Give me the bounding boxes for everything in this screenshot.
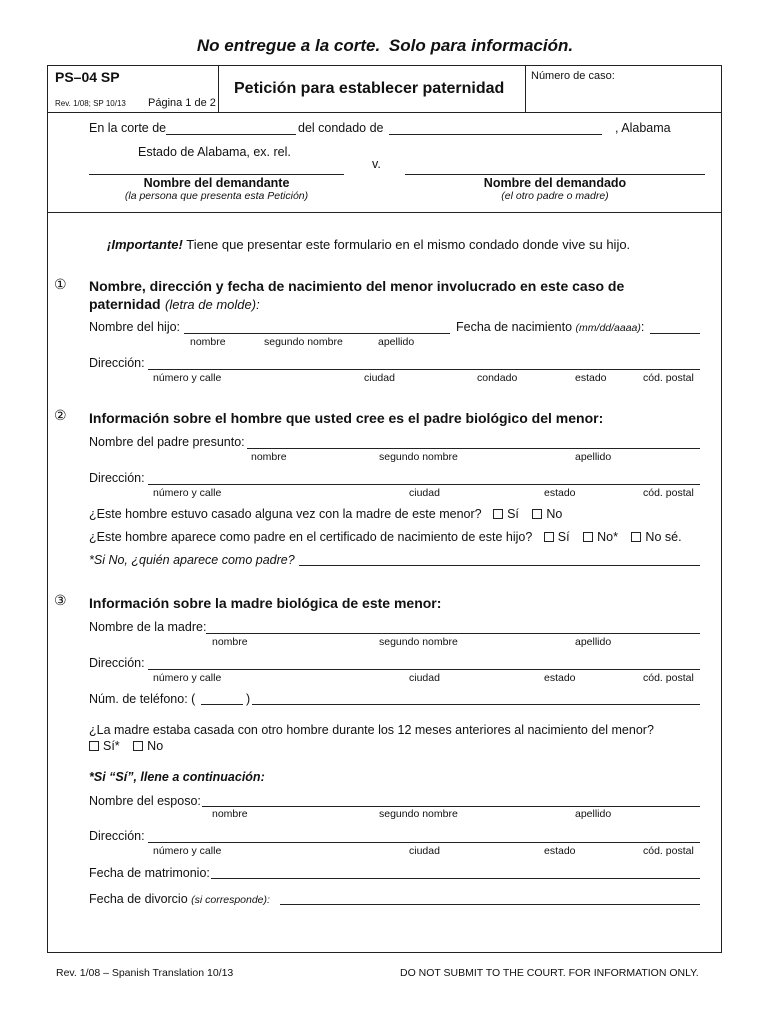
- dob-label: [456, 320, 644, 334]
- header-divider-2: [525, 65, 526, 112]
- child-addr-cap-city: ciudad: [364, 372, 395, 384]
- husband-cap-middle: segundo nombre: [379, 808, 458, 820]
- married-yes-option[interactable]: [89, 739, 120, 753]
- father-addr-cap-zip: cód. postal: [643, 487, 694, 499]
- father-name-field[interactable]: [247, 448, 700, 449]
- husband-addr-cap-street: número y calle: [153, 845, 222, 857]
- child-name-label: Nombre del hijo:: [89, 320, 181, 334]
- divorce-note: (si corresponde):: [191, 894, 270, 906]
- top-banner: [0, 36, 770, 56]
- phone-label: Núm. de teléfono: (: [89, 692, 196, 706]
- father-cap-middle: segundo nombre: [379, 451, 458, 463]
- q2-no-label: No*: [597, 530, 618, 544]
- father-addr-cap-state: estado: [544, 487, 576, 499]
- q2-yes-option[interactable]: [544, 530, 570, 544]
- county-label: del condado de: [298, 121, 384, 135]
- married-yes-label: Sí*: [103, 739, 120, 753]
- q1-row: [89, 507, 562, 521]
- header-bottom-line: [47, 112, 722, 113]
- child-addr-cap-state: estado: [575, 372, 607, 384]
- married-no-label: No: [147, 739, 164, 753]
- q3-label: *Si No, ¿quién aparece como padre?: [89, 553, 295, 567]
- phone-number-field[interactable]: [252, 704, 700, 705]
- divorce-date-field[interactable]: [280, 904, 700, 905]
- q1-yes-option[interactable]: [493, 507, 519, 521]
- father-addr-cap-city: ciudad: [409, 487, 440, 499]
- court-label: En la corte de: [89, 121, 167, 135]
- dob-label-text: Fecha de nacimiento: [456, 320, 573, 334]
- phone-close: ): [246, 692, 251, 706]
- dob-format: (mm/dd/aaaa): [575, 322, 641, 334]
- married-options: [89, 739, 163, 753]
- defendant-label: Nombre del demandado: [483, 176, 627, 190]
- mother-cap-first: nombre: [212, 636, 248, 648]
- child-addr-cap-street: número y calle: [153, 372, 222, 384]
- phone-area-field[interactable]: [201, 704, 243, 705]
- if-yes-note: *Si “Sí”, llene a continuación:: [89, 770, 265, 784]
- plaintiff-note: (la persona que presenta esta Petición): [124, 190, 309, 202]
- defendant-field[interactable]: [405, 174, 705, 175]
- plaintiff-field[interactable]: [89, 174, 344, 175]
- dob-field[interactable]: [650, 333, 700, 334]
- important-text: Tiene que presentar este formulario en el mismo condado donde vive su hijo.: [186, 237, 631, 252]
- father-address-label: Dirección:: [89, 471, 145, 485]
- father-cap-last: apellido: [575, 451, 612, 463]
- county-field[interactable]: [389, 134, 602, 135]
- banner-part2: Solo para información.: [388, 36, 574, 55]
- mother-cap-last: apellido: [575, 636, 612, 648]
- q1-no-option[interactable]: [532, 507, 562, 521]
- mother-address-field[interactable]: [148, 669, 700, 670]
- form-code: PS–04 SP: [55, 69, 120, 85]
- father-name-label: Nombre del padre presunto:: [89, 435, 245, 449]
- q1-text: ¿Este hombre estuvo casado alguna vez con la madre de este menor?: [89, 507, 482, 521]
- q2-yes-label: Sí: [557, 530, 570, 544]
- husband-addr-cap-state: estado: [544, 845, 576, 857]
- case-number-label: Número de caso:: [531, 70, 615, 82]
- child-addr-cap-county: condado: [477, 372, 518, 384]
- section1-title-note: (letra de molde):: [165, 297, 260, 312]
- child-name-field[interactable]: [184, 333, 450, 334]
- q2-no-checkbox[interactable]: [583, 532, 593, 542]
- section2-title: Información sobre el hombre que usted cree es el padre biológico del menor:: [89, 410, 604, 426]
- q1-yes-label: Sí: [507, 507, 519, 521]
- q3-field[interactable]: [299, 565, 700, 566]
- married-no-option[interactable]: [133, 739, 163, 753]
- marriage-date-field[interactable]: [211, 878, 700, 879]
- revision-text: Rev. 1/08; SP 10/13: [55, 99, 126, 108]
- father-address-field[interactable]: [148, 484, 700, 485]
- q1-no-checkbox[interactable]: [532, 509, 542, 519]
- mother-addr-cap-zip: cód. postal: [643, 672, 694, 684]
- married-no-checkbox[interactable]: [133, 741, 143, 751]
- husband-cap-first: nombre: [212, 808, 248, 820]
- banner-part1: No entregue a la corte.: [196, 36, 381, 55]
- plaintiff-label: Nombre del demandante: [143, 176, 290, 190]
- important-note: [107, 237, 630, 252]
- defendant-note: (el otro padre o madre): [501, 190, 609, 202]
- mother-addr-cap-state: estado: [544, 672, 576, 684]
- section3-number: ③: [54, 592, 67, 608]
- mother-name-field[interactable]: [206, 633, 700, 634]
- q2-unknown-option[interactable]: [631, 530, 681, 544]
- section3-title: Información sobre la madre biológica de este menor:: [89, 595, 442, 611]
- important-bold: ¡Importante!: [107, 237, 183, 252]
- child-cap-first: nombre: [190, 336, 226, 348]
- mother-name-label: Nombre de la madre:: [89, 620, 207, 634]
- divorce-label-text: Fecha de divorcio: [89, 892, 188, 906]
- father-cap-first: nombre: [251, 451, 287, 463]
- section2-number: ②: [54, 407, 67, 423]
- section1-title-line1: Nombre, dirección y fecha de nacimiento del menor involucrado en este caso de: [89, 278, 625, 294]
- husband-addr-cap-zip: cód. postal: [643, 845, 694, 857]
- q2-unknown-label: No sé.: [645, 530, 682, 544]
- married-yes-checkbox[interactable]: [89, 741, 99, 751]
- child-address-field[interactable]: [148, 369, 700, 370]
- husband-name-field[interactable]: [202, 806, 700, 807]
- section1-title-line2: [89, 296, 260, 314]
- page-number: Página 1 de 2: [148, 97, 216, 109]
- marriage-date-label: Fecha de matrimonio:: [89, 866, 210, 880]
- father-addr-cap-street: número y calle: [153, 487, 222, 499]
- state-label: , Alabama: [615, 121, 671, 135]
- section1-title-word: paternidad: [89, 296, 161, 312]
- section1-number: ①: [54, 276, 67, 292]
- court-field[interactable]: [166, 134, 296, 135]
- husband-addr-cap-city: ciudad: [409, 845, 440, 857]
- q2-no-option[interactable]: [583, 530, 618, 544]
- husband-address-field[interactable]: [148, 842, 700, 843]
- child-cap-last: apellido: [378, 336, 415, 348]
- married-question: ¿La madre estaba casada con otro hombre durante los 12 meses anteriores al nacimiento del menor?: [89, 723, 654, 737]
- header-divider-1: [218, 65, 219, 112]
- mother-cap-middle: segundo nombre: [379, 636, 458, 648]
- child-cap-middle: segundo nombre: [264, 336, 343, 348]
- q2-yes-checkbox[interactable]: [544, 532, 554, 542]
- child-address-label: Dirección:: [89, 356, 145, 370]
- husband-address-label: Dirección:: [89, 829, 145, 843]
- q2-text: ¿Este hombre aparece como padre en el certificado de nacimiento de este hijo?: [89, 530, 533, 544]
- husband-name-label: Nombre del esposo:: [89, 794, 201, 808]
- form-title: Petición para establecer paternidad: [234, 80, 505, 97]
- child-addr-cap-zip: cód. postal: [643, 372, 694, 384]
- mother-address-label: Dirección:: [89, 656, 145, 670]
- q1-yes-checkbox[interactable]: [493, 509, 503, 519]
- husband-cap-last: apellido: [575, 808, 612, 820]
- ex-rel-label: Estado de Alabama, ex. rel.: [138, 145, 291, 159]
- dob-colon: :: [640, 320, 645, 334]
- court-bottom-line: [47, 212, 722, 213]
- versus-label: v.: [372, 157, 381, 171]
- plaintiff-caption: [89, 176, 344, 202]
- q2-row: [89, 530, 682, 544]
- divorce-date-label: [89, 892, 270, 906]
- q1-no-label: No: [546, 507, 563, 521]
- footer-left: Rev. 1/08 – Spanish Translation 10/13: [56, 967, 234, 979]
- mother-addr-cap-street: número y calle: [153, 672, 222, 684]
- defendant-caption: [405, 176, 705, 202]
- q2-unknown-checkbox[interactable]: [631, 532, 641, 542]
- footer-right: DO NOT SUBMIT TO THE COURT. FOR INFORMATION ONLY.: [400, 967, 699, 979]
- mother-addr-cap-city: ciudad: [409, 672, 440, 684]
